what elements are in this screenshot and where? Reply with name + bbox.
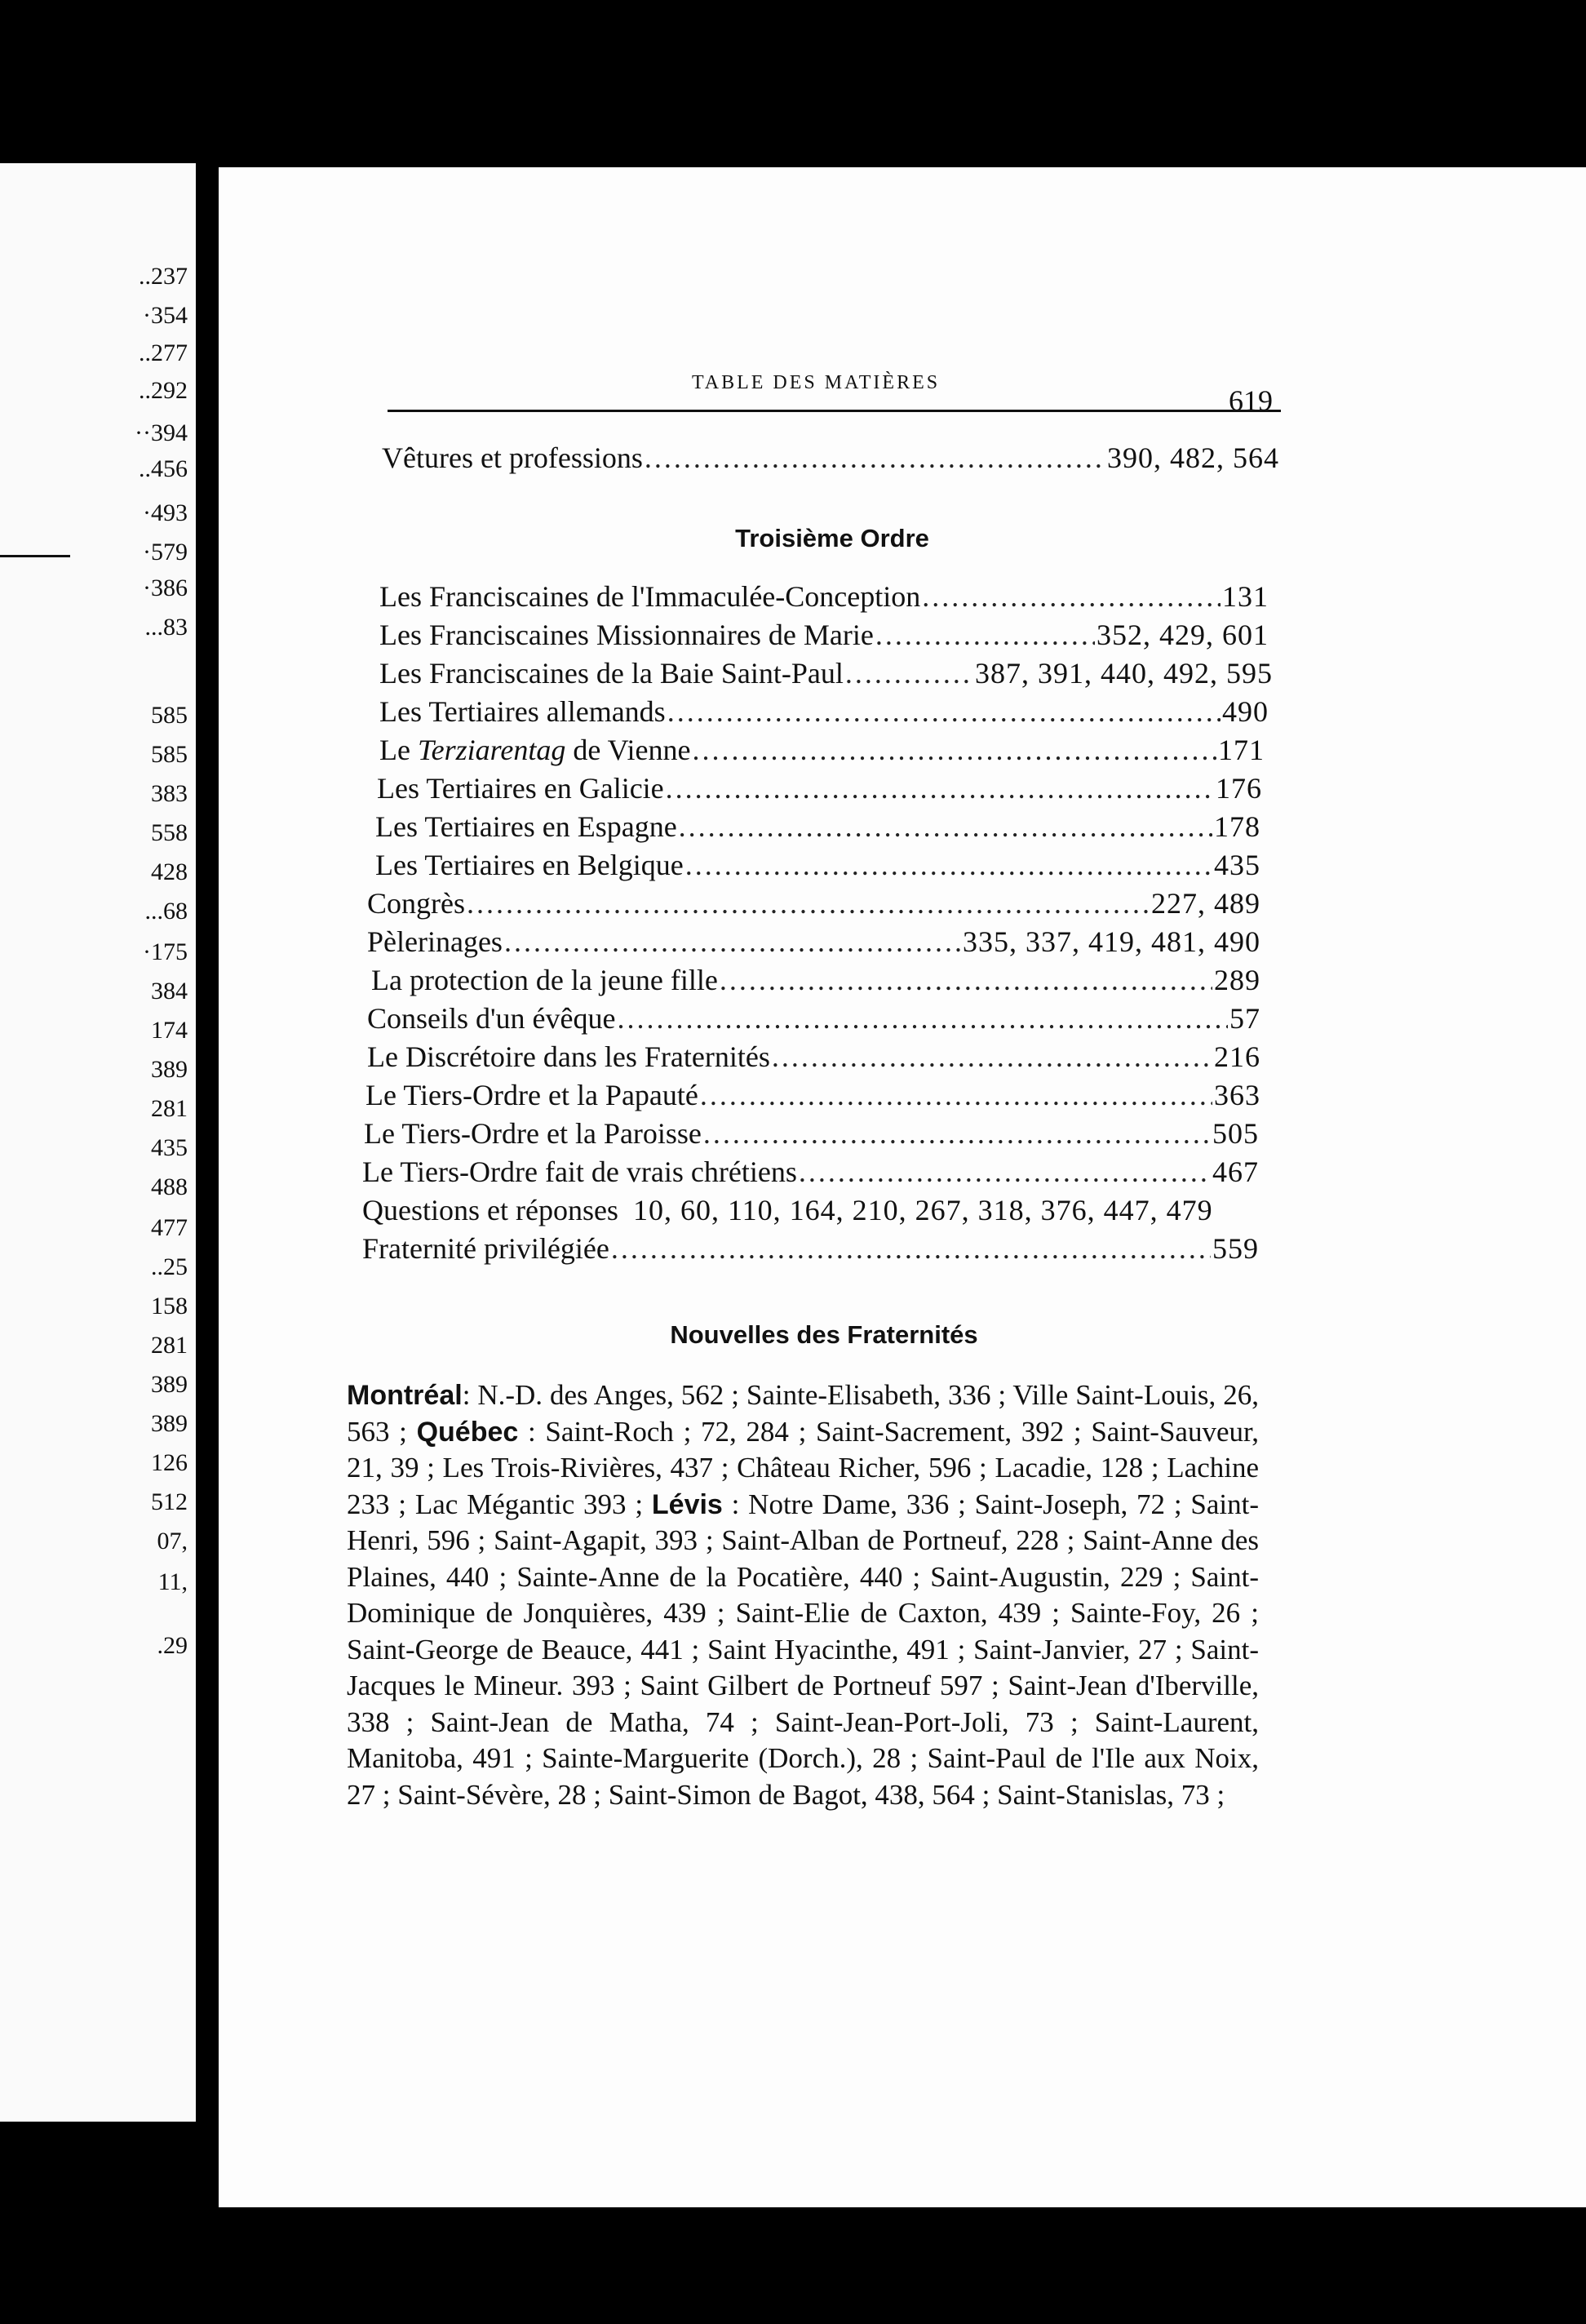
left-header-rule: [0, 555, 70, 557]
city-name: Québec: [416, 1416, 519, 1448]
toc-entry: Les Tertiaires en Espagne ..... 178: [375, 809, 1260, 844]
toc-entry: Conseils d'un évêque ..... 57: [367, 1001, 1260, 1036]
toc-entry: Le Tiers-Ordre et la Paroisse ..... 505: [364, 1116, 1259, 1151]
toc-entry: Congrès ..... 227, 489: [367, 886, 1260, 920]
left-margin-number: 428: [151, 858, 188, 885]
toc-entry: Pèlerinages ..... 335, 337, 419, 481, 490: [367, 925, 1260, 959]
left-margin-number: 07,: [157, 1528, 188, 1555]
left-margin-number: ..237: [139, 263, 188, 290]
toc-entry-vetures: [382, 441, 1279, 475]
left-margin-number: 158: [151, 1293, 188, 1319]
running-title: TABLE DES MATIÈRES: [692, 372, 941, 393]
left-margin-number: ·579: [143, 539, 188, 565]
left-margin-number: ..456: [139, 455, 188, 482]
toc-entry: Les Tertiaires allemands ..... 490: [379, 694, 1269, 729]
nouvelles-paragraph: Montréal: N.-D. des Anges, 562 ; Sainte-Elisabeth, 336 ; Ville Saint-Louis, 26, 563 ; Québec : Saint-Roch ; 72, 284 ; Saint-Sacrement, 392 ; Saint-Sauveur, 21, 39 ; Les Trois-Rivières, 437 ; Château Richer, 596 ; Lacadie, 128 ; Lachine 233 ; Lac Mégantic 393 ; Lévis : Notre Dame, 336 ; Saint-Joseph, 72 ; Saint-Henri, 596 ; Saint-Agapit, 393 ; Saint-Alban de Portneuf, 228 ; Saint-Anne des Plaines, 440 ; Sainte-Anne de la Pocatière, 440 ; Saint-Augustin, 229 ; Saint-Dominique de Jonquières, 439 ; Saint-Elie de Caxton, 439 ; Sainte-Foy, 26 ; Saint-George de Beauce, 441 ; Saint Hyacinthe, 491 ; Saint-Janvier, 27 ; Saint-Jacques le Mineur. 393 ; Saint Gilbert de Portneuf 597 ; Saint-Jean d'Iberville, 338 ; Saint-Jean de Matha, 74 ; Saint-Jean-Port-Joli, 73 ; Saint-Laurent, Manitoba, 491 ; Sainte-Marguerite (Dorch.), 28 ; Saint-Paul de l'Ile aux Noix, 27 ; Saint-Sévère, 28 ; Saint-Simon de Bagot, 438, 564 ; Saint-Stanislas, 73 ;: [347, 1379, 1259, 1811]
header-rule: [388, 410, 1281, 412]
left-margin-number: 558: [151, 819, 188, 846]
toc-entry-terziarentag: Le Terziarentag de Vienne ..... 171: [379, 733, 1265, 767]
left-margin-number: 11,: [157, 1568, 188, 1595]
section-heading-troisieme-ordre: Troisième Ordre: [735, 524, 929, 552]
left-margin-number: 281: [151, 1332, 188, 1359]
left-facing-page: [0, 163, 196, 2122]
toc-entry: Le Discrétoire dans les Fraternités ..... 216: [367, 1040, 1260, 1074]
left-margin-number: ..292: [139, 377, 188, 404]
left-margin-number: ·175: [143, 938, 188, 965]
toc-entry: La protection de la jeune fille ..... 289: [371, 963, 1260, 997]
left-margin-number: 488: [151, 1173, 188, 1200]
toc-entry: Fraternité privilégiée ..... 559: [362, 1231, 1259, 1266]
entry-pages: 390, 482, 564: [1107, 441, 1279, 474]
left-margin-number: ·493: [143, 499, 188, 526]
toc-entry: Le Tiers-Ordre et la Papauté ..... 363: [365, 1078, 1260, 1112]
entry-label: Vêtures et professions: [382, 441, 643, 474]
toc-entry: Les Franciscaines Missionnaires de Marie ..... 352, 429, 601: [379, 618, 1269, 652]
left-margin-number: 512: [151, 1488, 188, 1515]
toc-entry: Les Franciscaines de la Baie Saint-Paul ..... 387, 391, 440, 492, 595: [379, 656, 1273, 690]
left-margin-number: 281: [151, 1095, 188, 1122]
toc-entry-questions: Questions et réponses 10, 60, 110, 164, 210, 267, 318, 376, 447, 479: [362, 1194, 1213, 1226]
toc-entry: Le Tiers-Ordre fait de vrais chrétiens ..... 467: [362, 1155, 1259, 1189]
toc-entry: Les Tertiaires en Galicie ..... 176: [377, 771, 1262, 805]
left-margin-number: 174: [151, 1017, 188, 1044]
left-margin-number: 383: [151, 780, 188, 807]
left-margin-number: 126: [151, 1449, 188, 1476]
left-margin-number: 435: [151, 1134, 188, 1161]
toc-entry: Les Tertiaires en Belgique ..... 435: [375, 848, 1260, 882]
left-margin-number: ..277: [139, 339, 188, 366]
section-heading-nouvelles: Nouvelles des Fraternités: [670, 1320, 978, 1349]
left-margin-number: ..25: [151, 1253, 188, 1280]
left-margin-number: .29: [157, 1632, 188, 1659]
left-margin-number: 477: [151, 1214, 188, 1241]
left-margin-number: ·354: [143, 302, 188, 329]
city-name: Lévis: [651, 1488, 723, 1520]
toc-entry: Les Franciscaines de l'Immaculée-Conception ..... 131: [379, 579, 1269, 614]
leader-dots: [645, 441, 1105, 475]
left-margin-number: ...83: [144, 614, 188, 641]
left-margin-number: 389: [151, 1410, 188, 1437]
left-margin-number: 384: [151, 978, 188, 1005]
left-margin-number: 389: [151, 1371, 188, 1398]
page-number: 619: [1229, 384, 1273, 417]
city-name: Montréal: [347, 1380, 463, 1411]
left-margin-number: 389: [151, 1056, 188, 1083]
left-margin-number: ··394: [135, 419, 188, 446]
left-margin-number: 585: [151, 741, 188, 768]
left-margin-number: ·386: [143, 574, 188, 601]
left-margin-number: 585: [151, 702, 188, 729]
left-margin-number: ...68: [144, 898, 188, 925]
